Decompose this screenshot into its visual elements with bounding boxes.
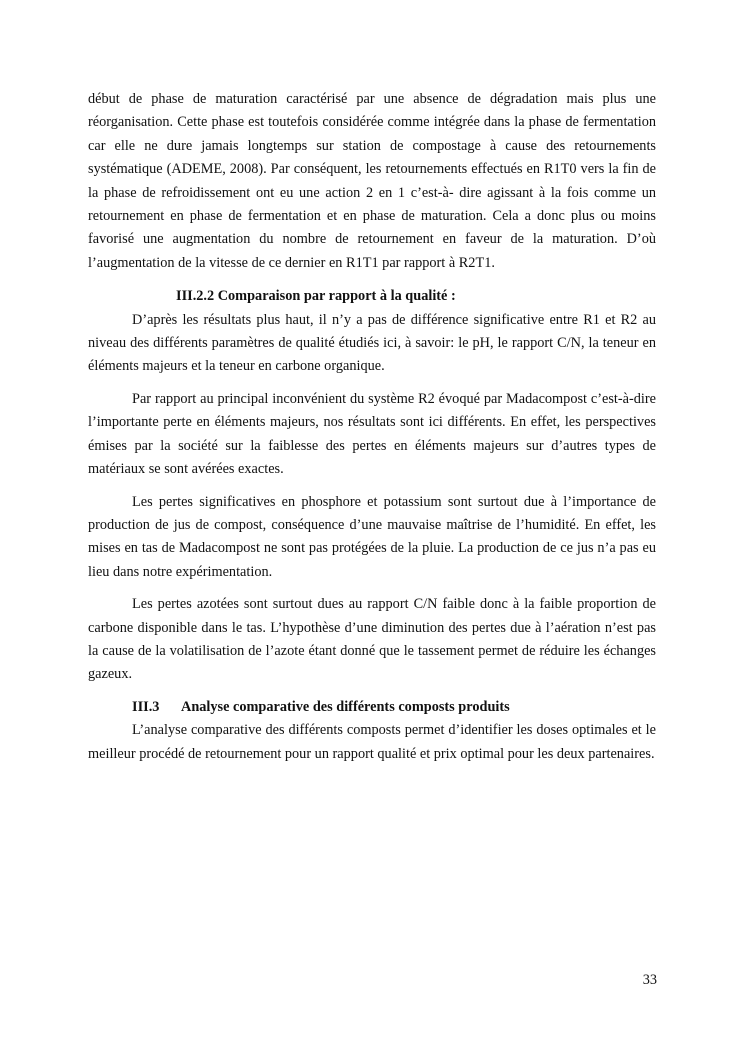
- section-heading-compost-analysis: [88, 696, 656, 719]
- section-heading-quality-comparison: III.2.2 Comparaison par rapport à la qualité :: [176, 288, 456, 305]
- paragraph-madacompost-drawback: Par rapport au principal inconvénient du système R2 évoqué par Madacompost c’est-à-dire l’importante perte en éléments majeurs, nos résultats sont ici différents. En effet, les perspectives émises par la société sur la faiblesse des pertes en éléments majeurs sur d’autres types de matériaux se sont avérées exactes.: [88, 390, 656, 478]
- document-body: [88, 88, 656, 766]
- paragraph-results: D’après les résultats plus haut, il n’y a pas de différence significative entre R1 et R2 au niveau des différents paramètres de qualité étudiés ici, à savoir: le pH, le rapport C/N, la teneur en éléments majeurs et la teneur en carbone organique.: [88, 311, 656, 375]
- paragraph-maturation: début de phase de maturation caractérisé par une absence de dégradation mais plus une réorganisation. Cette phase est toutefois considérée comme intégrée dans la phase de fermentation car elle ne dure jamais longtemps sur station de compostage à cause des retournements systématique (ADEME, 2008). Par conséquent, les retournements effectués en R1T0 vers la fin de la phase de refroidissement ont eu une action 2 en 1 c’est-à- dire agissant à la fois comme un retournement en phase de fermentation et en phase de maturation. Cela a donc plus ou moins favorisé une augmentation du nombre de retournement en faveur de la maturation. D’où l’augmentation de la vitesse de ce dernier en R1T1 par rapport à R2T1.: [88, 91, 656, 271]
- section-number: III.3: [132, 698, 160, 715]
- paragraph-comparative-analysis: L’analyse comparative des différents composts permet d’identifier les doses optimales et le meilleur procédé de retournement pour un rapport qualité et prix optimal pour les deux partenaires.: [88, 722, 656, 762]
- paragraph-phosphorus-potassium: Les pertes significatives en phosphore et potassium sont surtout due à l’importance de production de jus de compost, conséquence d’une mauvaise maîtrise de l’humidité. En effet, les mises en tas de Madacompost ne sont pas protégées de la pluie. La production de ce jus n’a pas eu lieu dans notre expérimentation.: [88, 493, 656, 580]
- paragraph-nitrogen-losses: Les pertes azotées sont surtout dues au rapport C/N faible donc à la faible proportion de carbone disponible dans le tas. L’hypothèse d’une diminution des pertes due à l’aération n’est pas la cause de la volatilisation de l’azote étant donné que le tassement permet de réduire les échanges gazeux.: [88, 596, 656, 683]
- section-title: Analyse comparative des différents composts produits: [181, 698, 510, 715]
- page-number: 33: [642, 972, 657, 988]
